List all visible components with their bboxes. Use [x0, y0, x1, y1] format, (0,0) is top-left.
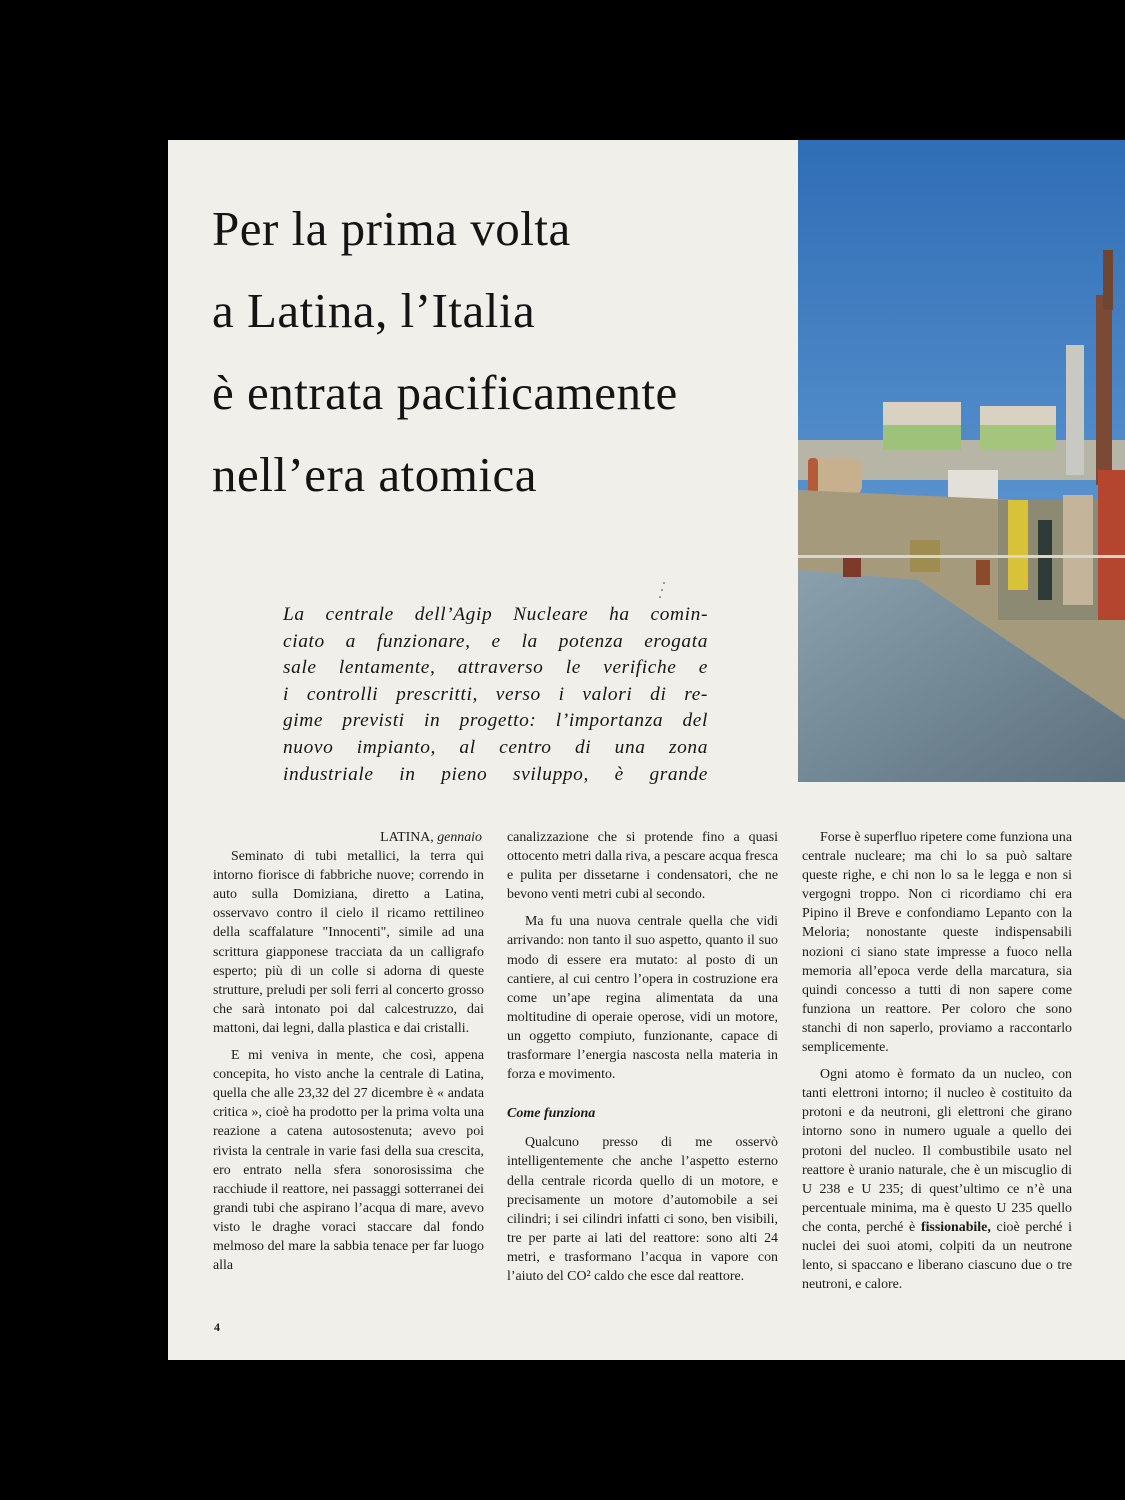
section-subheading: Come funziona — [507, 1106, 596, 1122]
body-column-1 — [213, 828, 484, 1275]
article-title — [212, 188, 792, 516]
title-line: Per la prima volta — [212, 201, 571, 256]
magazine-page — [168, 140, 1125, 1360]
body-paragraph: Ma fu una nuova centrale quella che vidi arrivando: non tanto il suo aspetto, quanto il suo modo di essere era mutato: al posto di un cantiere, al cui centro l’opera in costruzione era come un’ape regina alimentata da una moltitudine di operaie operose, vidi un motore, un oggetto compiuto, funzionante, capace di trasformare l’energia nascosta nella materia in forza e movimento. — [507, 914, 778, 1083]
body-column-2 — [507, 828, 778, 1286]
title-line: è entrata pacificamente — [212, 365, 678, 420]
power-plant-photo — [798, 140, 1125, 782]
lead-line: nuovo impianto, al centro di una zona — [283, 736, 708, 758]
lead-line: La centrale dell’Agip Nucleare ha comin- — [283, 604, 708, 625]
body-paragraph: Forse è superfluo ripetere come funziona una centrale nucleare; ma chi lo sa può saltare queste righe, e chi non lo sa le legga e non si vergogni troppo. Non ci ricordiamo chi era Pipino il Breve e confondiamo Lepanto con la Meloria; nonostante queste indispensabili nozioni ci siano state impresse a fuoco nella memoria all’epoca verde della marcatura, sia quindi concesso a tutti di non sapere come funziona un reattore. Per coloro che sono stanchi di non saperlo, proviamo a raccontarlo semplicemente. — [802, 830, 1072, 1056]
title-line: a Latina, l’Italia — [212, 283, 536, 338]
page-number: 4 — [214, 1320, 220, 1334]
lead-paragraph — [283, 602, 708, 788]
lead-line: i controlli prescritti, verso i valori di re- — [283, 683, 708, 705]
body-text: Ogni atomo è formato da un nucleo, con tanti elettroni intorno; il nucleo è costituito da protoni e da neutroni, gli elettroni che girano intorno sono in numero uguale a quello dei protoni del nucleo. Il combustibile usato nel reattore è uranio naturale, che è un miscuglio di U 238 e U 235; di quest’ultimo ce n’è una percentuale minima, ma è questo U 235 quello che conta, perché è — [802, 1067, 1072, 1235]
title-line: nell’era atomica — [212, 447, 537, 502]
lead-line: gime previsti in progetto: l’importanza del — [283, 710, 708, 732]
dateline — [213, 828, 482, 847]
body-text: cioè perché i nuclei dei suoi atomi, colpiti da un neutrone lento, si spaccano e liberano ciascuno due o tre neutroni, e calore. — [802, 1219, 1072, 1293]
lead-line: sale lentamente, attraverso le verifiche e — [283, 657, 708, 679]
body-paragraph: canalizzazione che si protende fino a quasi ottocento metri dalla riva, a pescare acqua fresca e pulita per dissetarne i condensatori, che ne bevono venti metri cubi al secondo. — [507, 830, 778, 903]
body-paragraph: E mi veniva in mente, che così, appena concepita, ho visto anche la centrale di Latina, quella che alle 23,32 del 27 dicembre è « andata critica », cioè ha prodotto per la prima volta una reazione a catena autosostenuta; avevo poi rivista la centrale in varie fasi della sua crescita, ero entrato nella sfera sonorosissima che racchiude il reattore, nei passaggi sotterranei dei grandi tubi che aspirano l’acqua di mare, avevo visto le draghe voraci staccare dal fondo melmoso del mare la sabbia tenace per far luogo alla — [213, 1048, 484, 1274]
body-column-3 — [802, 828, 1072, 1294]
lead-line: ciato a funzionare, e la potenza erogata — [283, 630, 708, 652]
body-paragraph: Seminato di tubi metallici, la terra qui intorno fiorisce di fabbriche nuove; correndo in auto sulla Domiziana, diretto a Latina, osservavo contro il cielo il ricamo rettilineo della scaffalature "Innocenti", simile ad una scrittura giapponese tracciata da un calligrafo esperto; più di un colle si adorna di queste strutture, preludi per soli ferri al concerto grosso che sarà intonato poi dal calcestruzzo, dai mattoni, dai legni, dalla plastica e dai cristalli. — [213, 849, 484, 1036]
dateline-place: LATINA, — [380, 830, 434, 845]
emphasis-term: fissionabile, — [920, 1219, 991, 1235]
lead-line: industriale in pieno sviluppo, è grande — [283, 763, 708, 785]
body-paragraph: Qualcuno presso di me osservò intelligentemente che anche l’aspetto esterno della centrale ricorda quello di un motore, e precisamente un motore d’automobile a sei cilindri; i sei cilindri infatti ci sono, ben visibili, tre per parte ai lati del reattore: sono alti 24 metri, e trasformano l’acqua in vapore con l’aiuto del CO² caldo che esce dal reattore. — [507, 1135, 778, 1284]
dateline-month: gennaio — [437, 830, 482, 845]
body-paragraph — [802, 1065, 1072, 1294]
